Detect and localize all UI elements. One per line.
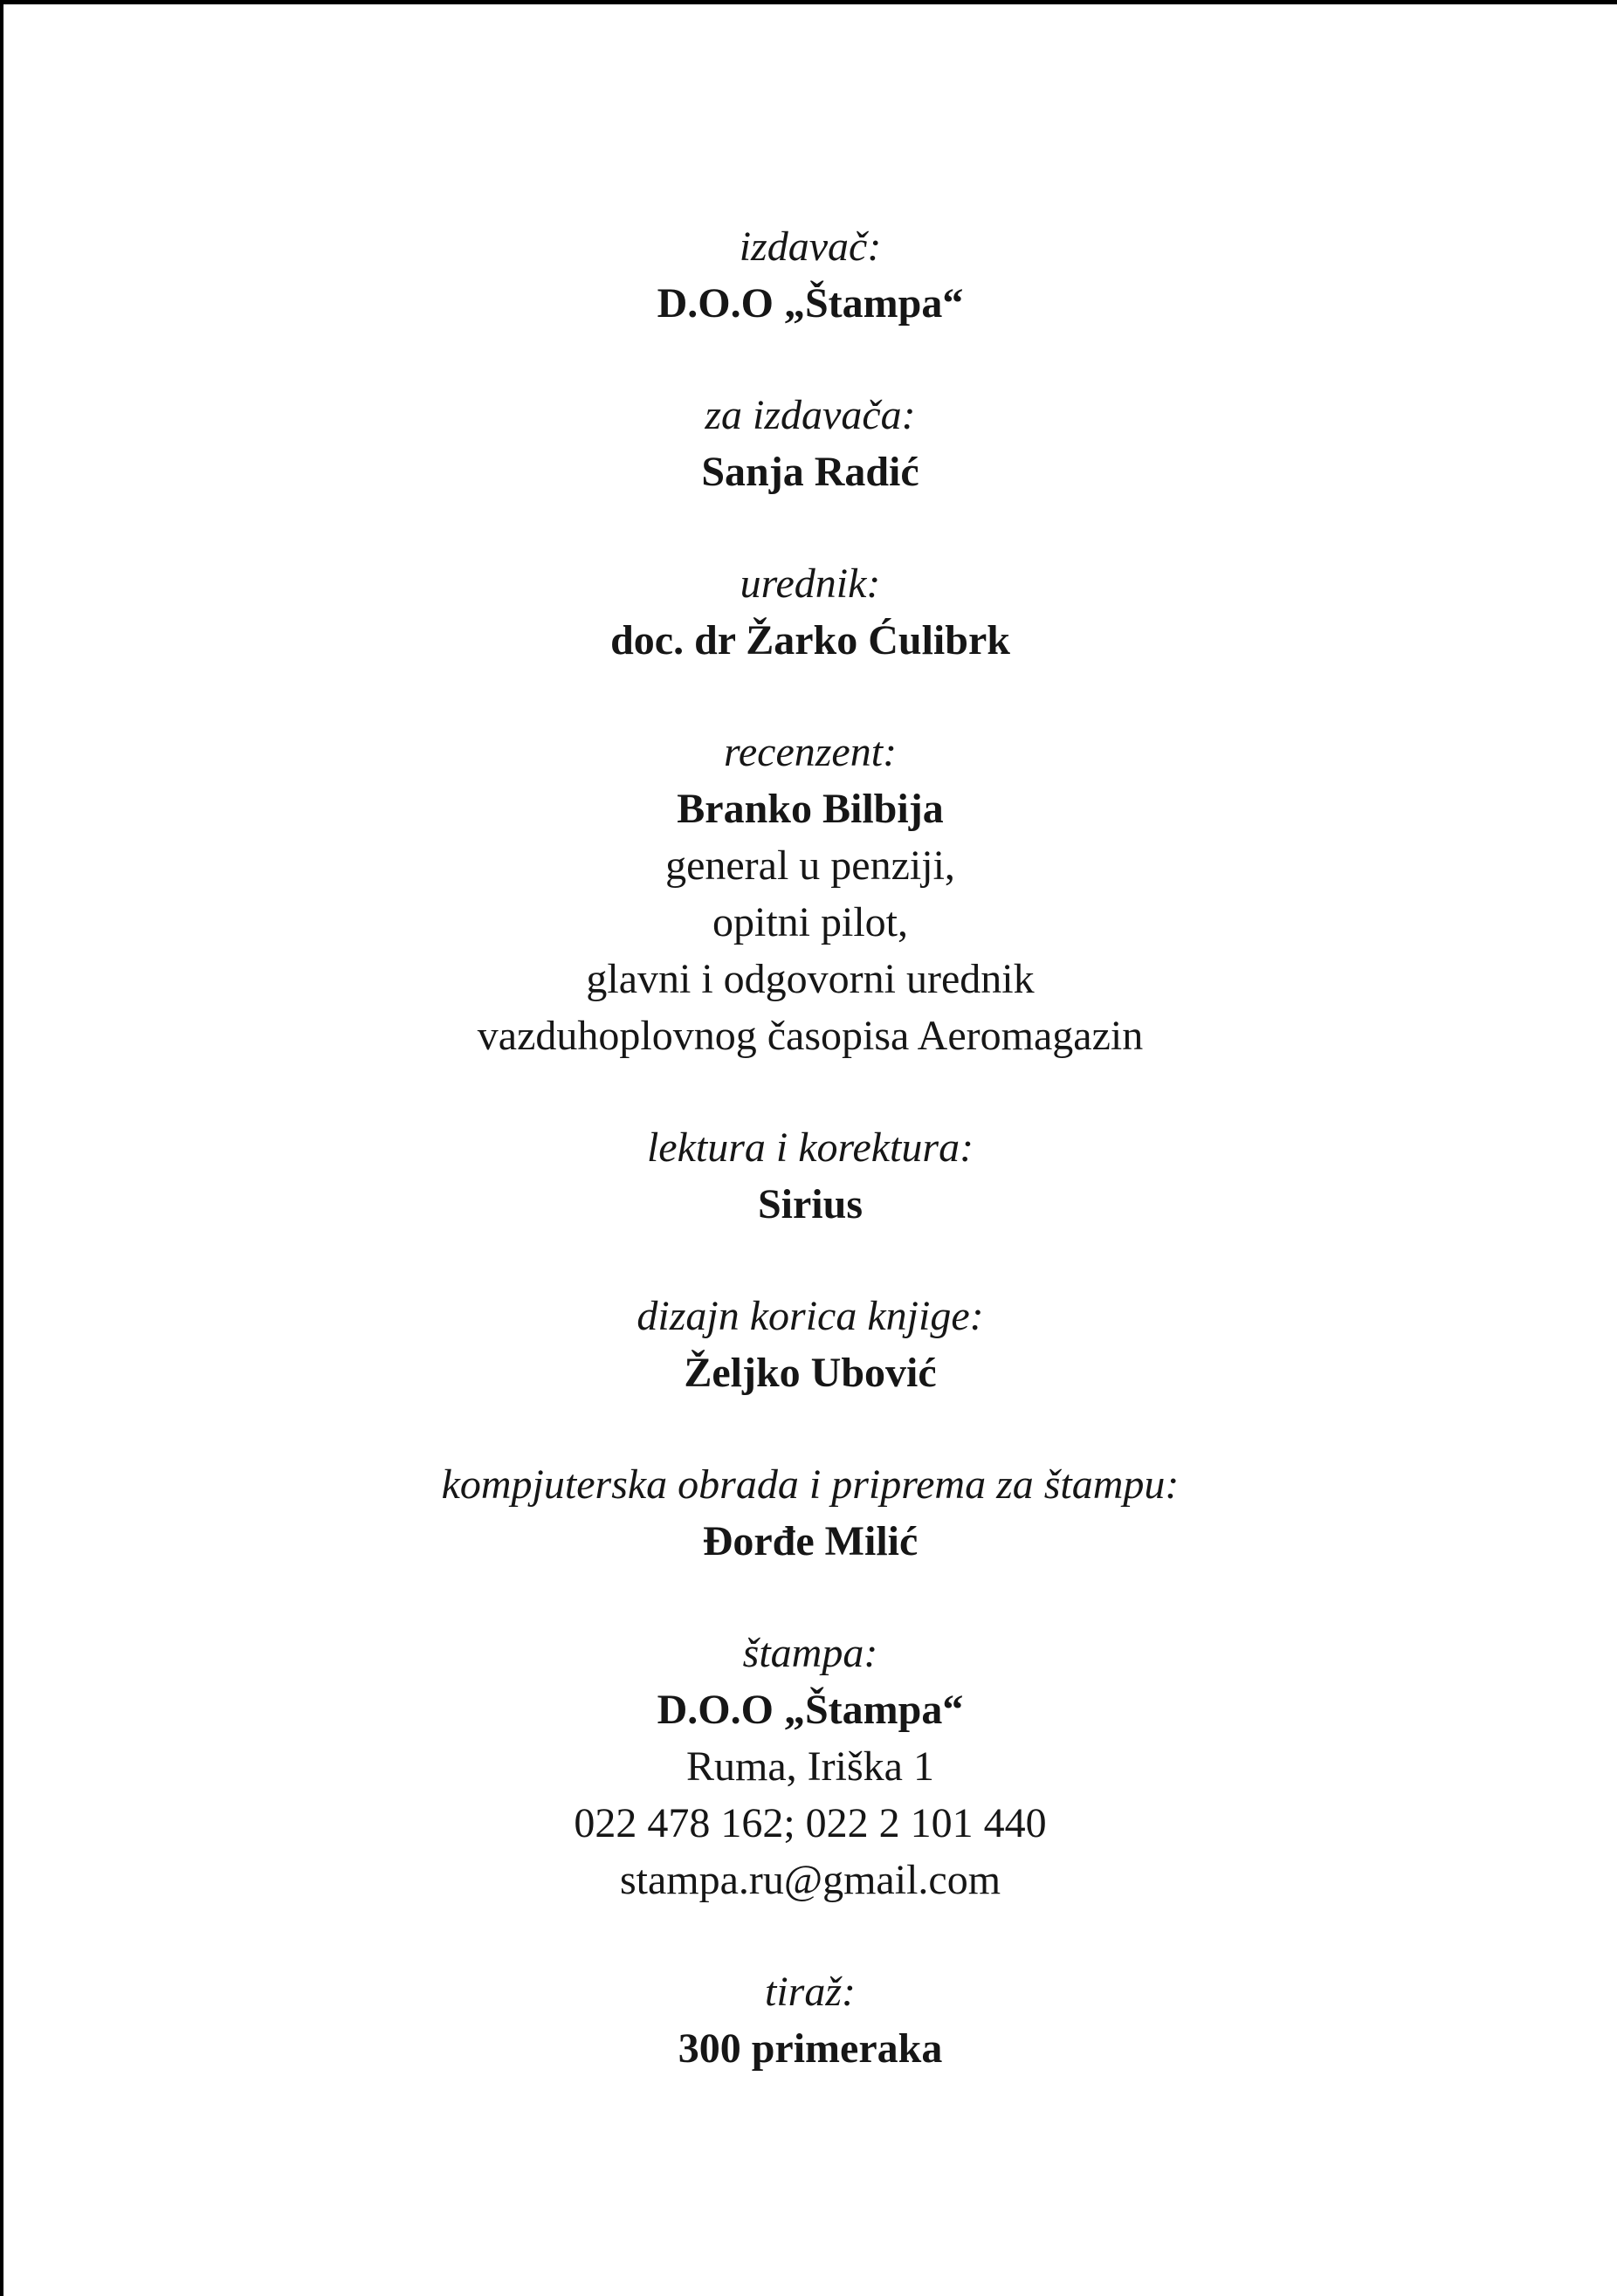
for-publisher-value: Sanja Radić xyxy=(701,449,919,495)
section-publisher xyxy=(3,218,1617,332)
print-run-label: tiraž: xyxy=(764,1969,856,2015)
reviewer-value: glavni i odgovorni urednik xyxy=(586,956,1035,1002)
reviewer-value: general u penziji, xyxy=(665,842,955,889)
section-editor xyxy=(3,555,1617,669)
print-run-value: 300 primeraka xyxy=(678,2025,943,2072)
cover-design-value: Željko Ubović xyxy=(684,1350,937,1396)
prepress-label: kompjuterska obrada i priprema za štampu: xyxy=(441,1461,1180,1508)
reviewer-label: recenzent: xyxy=(723,729,898,775)
prepress-value: Đorđe Milić xyxy=(702,1518,919,1564)
printing-value: stampa.ru@gmail.com xyxy=(619,1857,1001,1903)
editor-value: doc. dr Žarko Ćulibrk xyxy=(610,617,1010,663)
proofreading-label: lektura i korektura: xyxy=(646,1124,974,1171)
section-print-run xyxy=(3,1963,1617,2077)
reviewer-value: vazduhoplovnog časopisa Aeromagazin xyxy=(477,1013,1144,1059)
section-prepress xyxy=(3,1456,1617,1570)
cover-design-label: dizajn korica knjige: xyxy=(636,1293,984,1339)
proofreading-value: Sirius xyxy=(757,1181,864,1227)
section-reviewer xyxy=(3,724,1617,1064)
editor-label: urednik: xyxy=(740,560,881,607)
reviewer-value: opitni pilot, xyxy=(712,899,908,945)
printing-value: Ruma, Iriška 1 xyxy=(686,1743,934,1790)
printing-label: štampa: xyxy=(742,1630,878,1676)
for-publisher-label: za izdavača: xyxy=(705,392,916,438)
publisher-value: D.O.O „Štampa“ xyxy=(657,280,964,327)
colophon-content xyxy=(3,0,1617,2296)
printing-value: D.O.O „Štampa“ xyxy=(657,1687,964,1733)
reviewer-value: Branko Bilbija xyxy=(677,786,944,832)
section-cover-design xyxy=(3,1288,1617,1401)
section-proofreading xyxy=(3,1119,1617,1233)
section-printing xyxy=(3,1625,1617,1908)
section-for-publisher xyxy=(3,387,1617,500)
printing-value: 022 478 162; 022 2 101 440 xyxy=(574,1800,1047,1846)
publisher-label: izdavač: xyxy=(739,223,882,270)
